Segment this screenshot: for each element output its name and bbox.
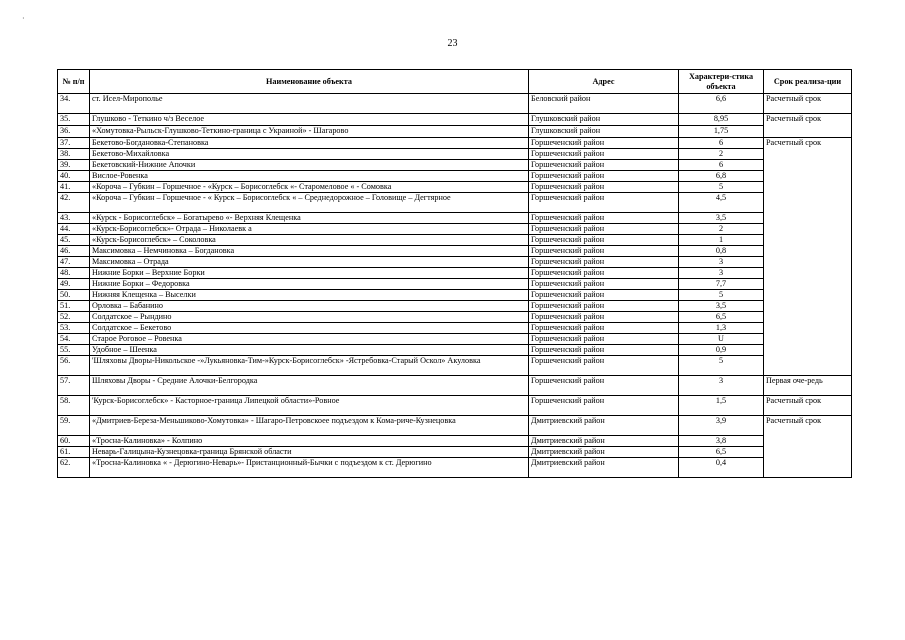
table-row	[58, 290, 852, 301]
row-characteristic: 6,6	[679, 94, 764, 114]
row-num: 41.	[58, 182, 90, 193]
row-name: Бекетово-Богдановка-Степановка	[90, 138, 529, 149]
table-row	[58, 138, 852, 149]
row-term: Расчетный срок	[764, 94, 852, 114]
row-address: Горшеченский район	[529, 235, 679, 246]
row-characteristic: 3	[679, 376, 764, 396]
row-characteristic: 5	[679, 290, 764, 301]
row-term	[764, 356, 852, 376]
table-row	[58, 235, 852, 246]
table-row	[58, 334, 852, 345]
table-row	[58, 94, 852, 114]
row-name: «Короча – Губкин – Горшечное - «Курск – Борисоглебск «- Старомеловое « - Сомовка	[90, 182, 529, 193]
row-address: Горшеченский район	[529, 224, 679, 235]
table-row	[58, 193, 852, 213]
header-address: Адрес	[529, 70, 679, 94]
row-characteristic: 6,5	[679, 447, 764, 458]
header-term: Срок реализа-ции	[764, 70, 852, 94]
row-term	[764, 312, 852, 323]
header-characteristic: Характери-стика объекта	[679, 70, 764, 94]
row-term	[764, 171, 852, 182]
row-characteristic: 5	[679, 182, 764, 193]
row-term	[764, 301, 852, 312]
table-row	[58, 312, 852, 323]
row-name: Неварь-Галицына-Кузнецовка-граница Брянской области	[90, 447, 529, 458]
row-name: 'Курск-Борисоглебск» - Касторное-граница Липецкой области»-Ровное	[90, 396, 529, 416]
row-term	[764, 458, 852, 478]
row-num: 56.	[58, 356, 90, 376]
row-address: Горшеченский район	[529, 279, 679, 290]
row-characteristic: 3,8	[679, 436, 764, 447]
row-num: 40.	[58, 171, 90, 182]
table-row	[58, 416, 852, 436]
row-characteristic: 1	[679, 235, 764, 246]
row-address: Беловский район	[529, 94, 679, 114]
row-address: Горшеченский район	[529, 345, 679, 356]
table-row	[58, 114, 852, 126]
row-characteristic: 0,4	[679, 458, 764, 478]
row-characteristic: 3	[679, 257, 764, 268]
row-num: 53.	[58, 323, 90, 334]
row-characteristic: 1,5	[679, 396, 764, 416]
table-row	[58, 376, 852, 396]
row-num: 43.	[58, 213, 90, 224]
table-row	[58, 345, 852, 356]
row-characteristic: 3,5	[679, 301, 764, 312]
table-row	[58, 301, 852, 312]
table-row	[58, 268, 852, 279]
row-name: Нижние Борки – Верхние Борки	[90, 268, 529, 279]
table-row	[58, 436, 852, 447]
row-term	[764, 323, 852, 334]
row-address: Горшеченский район	[529, 290, 679, 301]
row-characteristic: 7,7	[679, 279, 764, 290]
row-num: 34.	[58, 94, 90, 114]
row-num: 59.	[58, 416, 90, 436]
row-num: 48.	[58, 268, 90, 279]
row-name: «Курск-Борисоглебск»- Отрада – Николаевк а	[90, 224, 529, 235]
row-name: «Тросна-Калиновка» - Колпино	[90, 436, 529, 447]
row-name: Удобное – Шеенка	[90, 345, 529, 356]
row-name: «Дмитриев-Береза-Меньшиково-Хомутовка» - Шагаро-Петровскоее подъездом к Кома-риче-Кузнецовка	[90, 416, 529, 436]
row-address: Горшеченский район	[529, 334, 679, 345]
row-term: Первая оче-редь	[764, 376, 852, 396]
row-term	[764, 334, 852, 345]
row-characteristic: 1,3	[679, 323, 764, 334]
row-name: Солдатское – Бекетово	[90, 323, 529, 334]
row-name: «Хомутовка-Рыльск-Глушково-Теткино-граница с Украиной» - Шагарово	[90, 126, 529, 138]
row-term	[764, 182, 852, 193]
row-term	[764, 279, 852, 290]
row-num: 46.	[58, 246, 90, 257]
row-term	[764, 126, 852, 138]
row-num: 57.	[58, 376, 90, 396]
row-address: Горшеченский район	[529, 193, 679, 213]
row-term: Расчетный срок	[764, 416, 852, 436]
table-row	[58, 182, 852, 193]
row-term	[764, 149, 852, 160]
row-address: Горшеченский район	[529, 312, 679, 323]
row-name: Максимовка – Отрада	[90, 257, 529, 268]
table-row	[58, 257, 852, 268]
row-address: Горшеченский район	[529, 171, 679, 182]
row-address: Дмитриевский район	[529, 416, 679, 436]
row-term	[764, 257, 852, 268]
row-characteristic: 3	[679, 268, 764, 279]
header-num: № п/п	[58, 70, 90, 94]
row-characteristic: 2	[679, 149, 764, 160]
row-address: Глушковский район	[529, 126, 679, 138]
table-row	[58, 213, 852, 224]
row-characteristic: 3,5	[679, 213, 764, 224]
row-term: Расчетный срок	[764, 114, 852, 126]
row-term	[764, 213, 852, 224]
row-address: Горшеченский район	[529, 356, 679, 376]
row-name: «Короча – Губкин – Горшечное - « Курск – Борисоглебск « – Среднедорожное – Головище – Дегтярное	[90, 193, 529, 213]
row-name: Бекетовский-Нижние Апочки	[90, 160, 529, 171]
row-address: Дмитриевский район	[529, 436, 679, 447]
table-row	[58, 279, 852, 290]
row-address: Горшеченский район	[529, 213, 679, 224]
table-row	[58, 356, 852, 376]
row-term	[764, 224, 852, 235]
row-num: 60.	[58, 436, 90, 447]
row-characteristic: 3,9	[679, 416, 764, 436]
row-address: Горшеченский район	[529, 149, 679, 160]
row-num: 55.	[58, 345, 90, 356]
row-name: Нижние Борки – Федоровка	[90, 279, 529, 290]
row-num: 51.	[58, 301, 90, 312]
row-term	[764, 345, 852, 356]
table-row	[58, 246, 852, 257]
row-address: Дмитриевский район	[529, 458, 679, 478]
table-header-row	[58, 70, 852, 94]
table-row	[58, 160, 852, 171]
row-address: Горшеченский район	[529, 182, 679, 193]
row-name: Шляховы Дворы - Средние Алочки-Белгородка	[90, 376, 529, 396]
row-term	[764, 447, 852, 458]
row-name: 'Шляховы Дворы-Никольское -»Лукьяновка-Тим-»Курск-Борисоглебск» -Ястребовка-Старый Оскол» Акуловка	[90, 356, 529, 376]
row-num: 49.	[58, 279, 90, 290]
row-name: Глушково - Теткино ч/з Веселое	[90, 114, 529, 126]
row-term	[764, 268, 852, 279]
row-characteristic: 6,8	[679, 171, 764, 182]
row-name: Нижняя Клещенка – Выселки	[90, 290, 529, 301]
row-name: «Курск-Борисоглебск» – Соколовка	[90, 235, 529, 246]
table-row	[58, 323, 852, 334]
row-num: 62.	[58, 458, 90, 478]
table-row	[58, 447, 852, 458]
row-name: Старое Роговое – Ровенка	[90, 334, 529, 345]
row-num: 42.	[58, 193, 90, 213]
row-address: Горшеченский район	[529, 301, 679, 312]
row-address: Дмитриевский район	[529, 447, 679, 458]
row-address: Горшеченский район	[529, 257, 679, 268]
row-name: «Курск - Борисоглебск» – Богатырево «- Верхняя Клещенка	[90, 213, 529, 224]
row-num: 47.	[58, 257, 90, 268]
row-address: Горшеченский район	[529, 268, 679, 279]
row-term: Расчетный срок	[764, 396, 852, 416]
row-name: Вислое-Ровенка	[90, 171, 529, 182]
row-term	[764, 193, 852, 213]
row-characteristic: U	[679, 334, 764, 345]
row-address: Горшеченский район	[529, 246, 679, 257]
row-term	[764, 290, 852, 301]
row-num: 54.	[58, 334, 90, 345]
row-characteristic: 2	[679, 224, 764, 235]
row-address: Глушковский район	[529, 114, 679, 126]
row-term	[764, 160, 852, 171]
row-term	[764, 436, 852, 447]
row-term	[764, 246, 852, 257]
row-name: Максимовка – Немчиновка – Богдановка	[90, 246, 529, 257]
objects-table	[57, 69, 852, 478]
row-num: 58.	[58, 396, 90, 416]
row-name: Бекетово-Михайловка	[90, 149, 529, 160]
row-address: Горшеченский район	[529, 396, 679, 416]
row-characteristic: 5	[679, 356, 764, 376]
row-address: Горшеченский район	[529, 160, 679, 171]
row-characteristic: 6	[679, 138, 764, 149]
row-num: 39.	[58, 160, 90, 171]
row-num: 45.	[58, 235, 90, 246]
row-term	[764, 235, 852, 246]
row-address: Горшеченский район	[529, 138, 679, 149]
row-name: «Тросна-Калиновка « - Дерюгино-Неварь»- Пристанционный-Бычки с подъездом к ст. Дерюгино	[90, 458, 529, 478]
row-characteristic: 6,5	[679, 312, 764, 323]
row-num: 38.	[58, 149, 90, 160]
row-characteristic: 4,5	[679, 193, 764, 213]
table-row	[58, 396, 852, 416]
table-row	[58, 149, 852, 160]
table-row	[58, 171, 852, 182]
row-num: 44.	[58, 224, 90, 235]
row-address: Горшеченский район	[529, 323, 679, 334]
row-name: ст. Исел-Мирополье	[90, 94, 529, 114]
row-num: 52.	[58, 312, 90, 323]
row-characteristic: 0,8	[679, 246, 764, 257]
row-num: 37.	[58, 138, 90, 149]
row-term: Расчетный срок	[764, 138, 852, 149]
row-name: Солдатское – Рындино	[90, 312, 529, 323]
table-row	[58, 224, 852, 235]
table-row	[58, 458, 852, 478]
scan-mark: ·	[22, 14, 25, 23]
row-num: 36.	[58, 126, 90, 138]
row-num: 35.	[58, 114, 90, 126]
row-address: Горшеченский район	[529, 376, 679, 396]
row-name: Орловка – Бабанино	[90, 301, 529, 312]
row-characteristic: 0,9	[679, 345, 764, 356]
row-characteristic: 1,75	[679, 126, 764, 138]
table-row	[58, 126, 852, 138]
row-characteristic: 6	[679, 160, 764, 171]
page-number: 23	[447, 38, 458, 49]
row-num: 61.	[58, 447, 90, 458]
header-name: Наименование объекта	[90, 70, 529, 94]
row-num: 50.	[58, 290, 90, 301]
row-characteristic: 8,95	[679, 114, 764, 126]
